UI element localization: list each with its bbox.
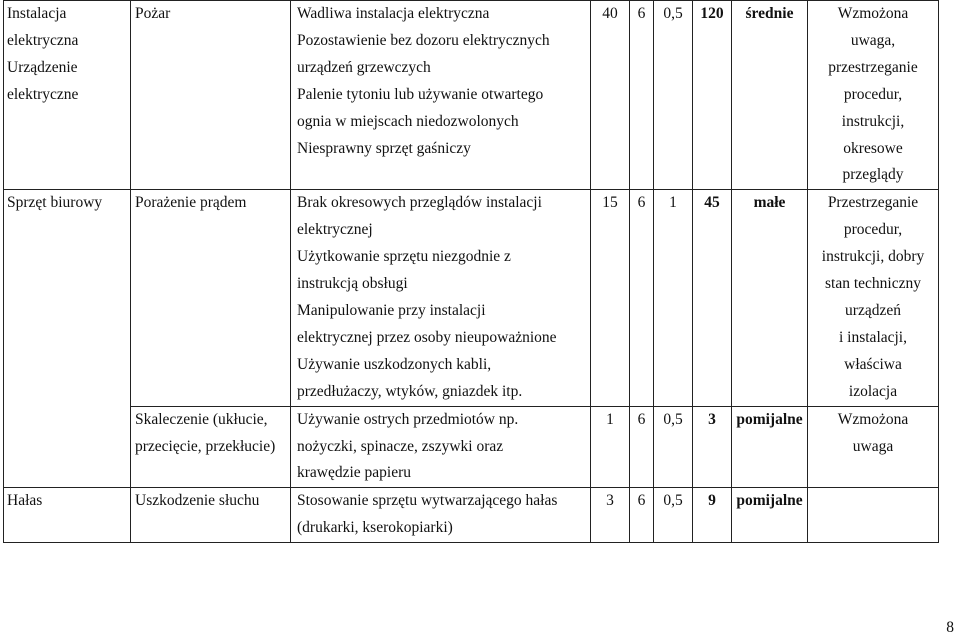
- risk-level-cell: pomijalne: [732, 406, 808, 488]
- hazard-cell: Pożar: [131, 1, 291, 190]
- sources-cell: Wadliwa instalacja elektryczna Pozostawienie bez dozoru elektrycznych urządzeń grzewczych Palenie tytoniu lub używanie otwartego ognia w miejscach niedozwolonych Niesprawny sprzęt gaśniczy: [291, 1, 591, 190]
- risk-score-cell: 120: [693, 1, 732, 190]
- value-cell: 0,5: [654, 488, 693, 543]
- value-cell: 6: [630, 190, 654, 406]
- measures-cell: Wzmożona uwaga: [808, 406, 939, 488]
- value-cell: 0,5: [654, 1, 693, 190]
- table-row: [4, 406, 939, 488]
- sources-cell: Brak okresowych przeglądów instalacji elektrycznej Użytkowanie sprzętu niezgodnie z instrukcją obsługi Manipulowanie przy instalacji elektrycznej przez osoby nieupoważnione Używanie uszkodzonych kabli, przedłużaczy, wtyków, gniazdek itp.: [291, 190, 591, 406]
- area-cell: Sprzęt biurowy: [4, 190, 131, 488]
- value-cell: 6: [630, 1, 654, 190]
- value-cell: 15: [591, 190, 630, 406]
- risk-level-cell: pomijalne: [732, 488, 808, 543]
- value-cell: 6: [630, 406, 654, 488]
- risk-assessment-table: [3, 0, 939, 543]
- risk-score-cell: 45: [693, 190, 732, 406]
- value-cell: 6: [630, 488, 654, 543]
- sources-cell: Stosowanie sprzętu wytwarzającego hałas (drukarki, kserokopiarki): [291, 488, 591, 543]
- hazard-cell: Porażenie prądem: [131, 190, 291, 406]
- area-cell: Hałas: [4, 488, 131, 543]
- area-cell: Instalacja elektryczna Urządzenie elektryczne: [4, 1, 131, 190]
- measures-cell: Wzmożona uwaga, przestrzeganie procedur, instrukcji, okresowe przeglądy: [808, 1, 939, 190]
- measures-cell: Przestrzeganie procedur, instrukcji, dobry stan techniczny urządzeń i instalacji, właściwa izolacja: [808, 190, 939, 406]
- table-row: [4, 1, 939, 190]
- table-row: [4, 488, 939, 543]
- risk-score-cell: 3: [693, 406, 732, 488]
- hazard-cell: Uszkodzenie słuchu: [131, 488, 291, 543]
- risk-score-cell: 9: [693, 488, 732, 543]
- value-cell: 0,5: [654, 406, 693, 488]
- measures-cell: [808, 488, 939, 543]
- value-cell: 40: [591, 1, 630, 190]
- value-cell: 3: [591, 488, 630, 543]
- value-cell: 1: [591, 406, 630, 488]
- risk-level-cell: małe: [732, 190, 808, 406]
- sources-cell: Używanie ostrych przedmiotów np. nożyczki, spinacze, zszywki oraz krawędzie papieru: [291, 406, 591, 488]
- table-row: [4, 190, 939, 406]
- risk-level-cell: średnie: [732, 1, 808, 190]
- hazard-cell: Skaleczenie (ukłucie, przecięcie, przekłucie): [131, 406, 291, 488]
- value-cell: 1: [654, 190, 693, 406]
- page-number: 8: [946, 619, 954, 636]
